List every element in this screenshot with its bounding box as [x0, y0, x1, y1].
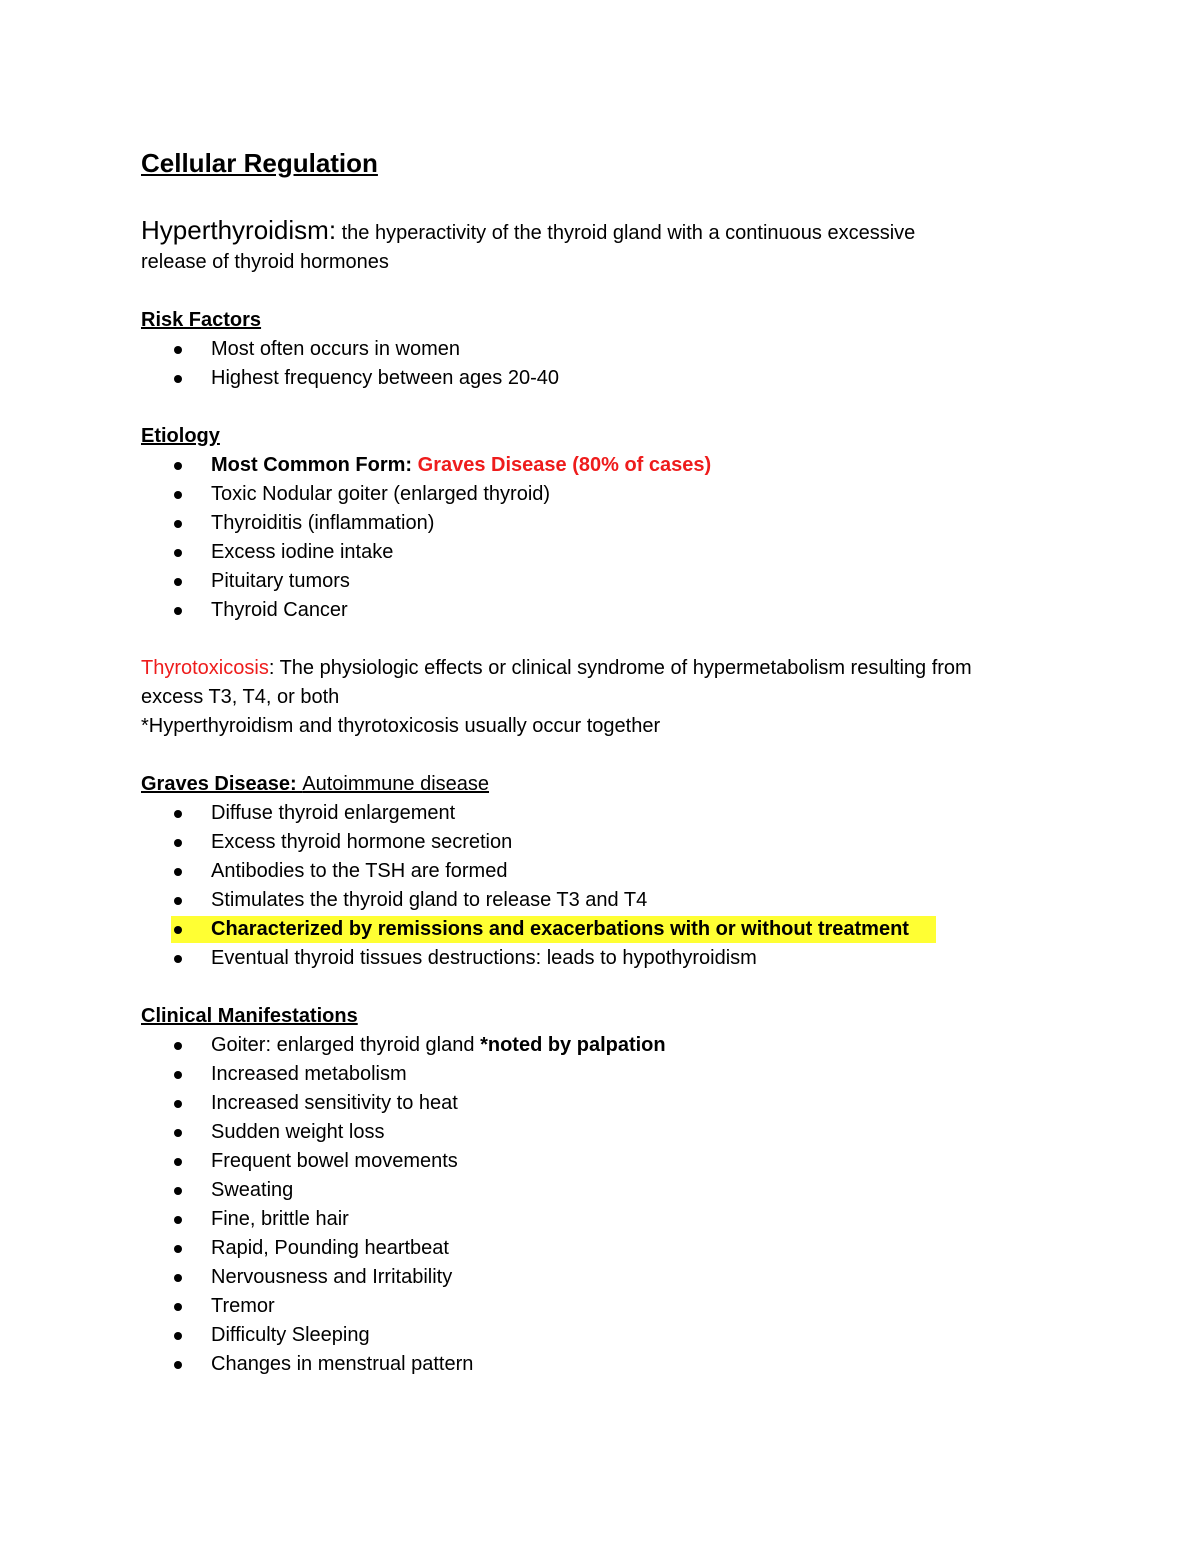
- list-item: [141, 1234, 1061, 1263]
- list-item: [141, 1089, 1061, 1118]
- list-item-text: Eventual thyroid tissues destructions: leads to hypothyroidism: [211, 947, 757, 969]
- spacer: [141, 393, 1061, 422]
- bullet-icon: [174, 1071, 182, 1079]
- graves-disease-highlight: Graves Disease (80% of cases): [417, 454, 712, 476]
- list-item-text: Diffuse thyroid enlargement: [211, 802, 456, 824]
- clinical-manifestations-list: [141, 1031, 1061, 1379]
- list-item: [141, 509, 1061, 538]
- list-item-text: Changes in menstrual pattern: [211, 1353, 474, 1375]
- list-item-text: Most often occurs in women: [211, 338, 460, 360]
- list-item-text: Antibodies to the TSH are formed: [211, 860, 508, 882]
- list-item: [141, 1205, 1061, 1234]
- bullet-icon: [174, 520, 182, 528]
- bullet-icon: [174, 1303, 182, 1311]
- list-item: [141, 364, 1061, 393]
- list-item-text: Rapid, Pounding heartbeat: [211, 1237, 449, 1259]
- list-item-text: Sweating: [211, 1179, 294, 1201]
- list-item: [141, 567, 1061, 596]
- list-item-text: Increased metabolism: [211, 1063, 407, 1085]
- highlighted-text: Characterized by remissions and exacerbations with or without treatment: [211, 918, 909, 940]
- goiter-note: *noted by palpation: [480, 1034, 666, 1056]
- thyrotoxicosis-definition: [141, 654, 1061, 741]
- list-item-text: Sudden weight loss: [211, 1121, 385, 1143]
- etiology-list: [141, 451, 1061, 625]
- list-item-text: Tremor: [211, 1295, 275, 1317]
- thyrotoxicosis-term: Thyrotoxicosis: [141, 657, 269, 679]
- list-item-text: Frequent bowel movements: [211, 1150, 458, 1172]
- thyrotoxicosis-definition-line1: : The physiologic effects or clinical syndrome of hypermetabolism resulting from: [268, 657, 972, 679]
- bullet-icon: [174, 346, 182, 354]
- etiology-heading: Etiology: [141, 425, 220, 447]
- list-item-text: Thyroid Cancer: [211, 599, 348, 621]
- list-item: [141, 1292, 1061, 1321]
- graves-heading-text: Graves Disease:: [141, 773, 303, 795]
- bullet-icon: [174, 578, 182, 586]
- most-common-form-label: Most Common Form:: [211, 454, 418, 476]
- document-body: [141, 145, 1061, 1379]
- list-item: [141, 1147, 1061, 1176]
- risk-factors-heading: Risk Factors: [141, 309, 262, 331]
- bullet-icon: [174, 955, 182, 963]
- list-item: [141, 857, 1061, 886]
- spacer: [141, 741, 1061, 770]
- bullet-icon: [174, 1274, 182, 1282]
- list-item: [141, 538, 1061, 567]
- bullet-icon: [174, 1158, 182, 1166]
- list-item: [141, 1350, 1061, 1379]
- bullet-icon: [174, 1129, 182, 1137]
- bullet-icon: [174, 897, 182, 905]
- list-item: [141, 480, 1061, 509]
- list-item: [141, 1118, 1061, 1147]
- bullet-icon: [174, 810, 182, 818]
- highlighted-list-item: [141, 915, 1061, 944]
- bullet-icon: [174, 1216, 182, 1224]
- goiter-text: Goiter: enlarged thyroid gland: [211, 1034, 481, 1056]
- list-item: [141, 1176, 1061, 1205]
- bullet-icon: [174, 549, 182, 557]
- thyrotoxicosis-note: *Hyperthyroidism and thyrotoxicosis usually occur together: [141, 715, 661, 737]
- bullet-icon: [174, 1100, 182, 1108]
- spacer: [141, 277, 1061, 306]
- bullet-icon: [174, 1245, 182, 1253]
- list-item-text: Stimulates the thyroid gland to release T3 and T4: [211, 889, 648, 911]
- page-title: Cellular Regulation: [141, 148, 378, 178]
- list-item: [141, 828, 1061, 857]
- spacer: [141, 973, 1061, 1002]
- bullet-icon: [174, 1042, 182, 1050]
- graves-subtitle: Autoimmune disease: [302, 773, 490, 795]
- bullet-icon: [174, 607, 182, 615]
- list-item: [141, 1321, 1061, 1350]
- risk-factors-list: [141, 335, 1061, 393]
- list-item-text: Fine, brittle hair: [211, 1208, 349, 1230]
- list-item: [141, 335, 1061, 364]
- list-item: [141, 944, 1061, 973]
- list-item-text: Thyroiditis (inflammation): [211, 512, 435, 534]
- hyperthyroidism-definition-line1: the hyperactivity of the thyroid gland with a continuous excessive: [336, 222, 916, 244]
- list-item-text: Nervousness and Irritability: [211, 1266, 453, 1288]
- list-item-text: Toxic Nodular goiter (enlarged thyroid): [211, 483, 551, 505]
- graves-disease-heading: [141, 770, 1061, 799]
- bullet-icon: [174, 1332, 182, 1340]
- list-item-text: Difficulty Sleeping: [211, 1324, 370, 1346]
- list-item-text: Pituitary tumors: [211, 570, 350, 592]
- hyperthyroidism-colon: :: [328, 215, 337, 245]
- list-item: [141, 799, 1061, 828]
- bullet-icon: [174, 1361, 182, 1369]
- bullet-icon: [174, 926, 182, 934]
- list-item-text: Excess iodine intake: [211, 541, 394, 563]
- bullet-icon: [174, 839, 182, 847]
- hyperthyroidism-definition: [141, 216, 1061, 277]
- list-item-text: Increased sensitivity to heat: [211, 1092, 458, 1114]
- list-item: [141, 1031, 1061, 1060]
- list-item: [141, 1263, 1061, 1292]
- hyperthyroidism-term: Hyperthyroidism: [141, 215, 329, 245]
- list-item: [141, 886, 1061, 915]
- bullet-icon: [174, 462, 182, 470]
- clinical-manifestations-heading: Clinical Manifestations: [141, 1005, 358, 1027]
- hyperthyroidism-definition-line2: release of thyroid hormones: [141, 251, 389, 273]
- bullet-icon: [174, 868, 182, 876]
- list-item-text: Excess thyroid hormone secretion: [211, 831, 513, 853]
- list-item: [141, 451, 1061, 480]
- list-item-text: Highest frequency between ages 20-40: [211, 367, 560, 389]
- bullet-icon: [174, 1187, 182, 1195]
- spacer: [141, 625, 1061, 654]
- bullet-icon: [174, 375, 182, 383]
- thyrotoxicosis-definition-line2: excess T3, T4, or both: [141, 686, 340, 708]
- graves-disease-list: [141, 799, 1061, 973]
- bullet-icon: [174, 491, 182, 499]
- list-item: [141, 1060, 1061, 1089]
- list-item: [141, 596, 1061, 625]
